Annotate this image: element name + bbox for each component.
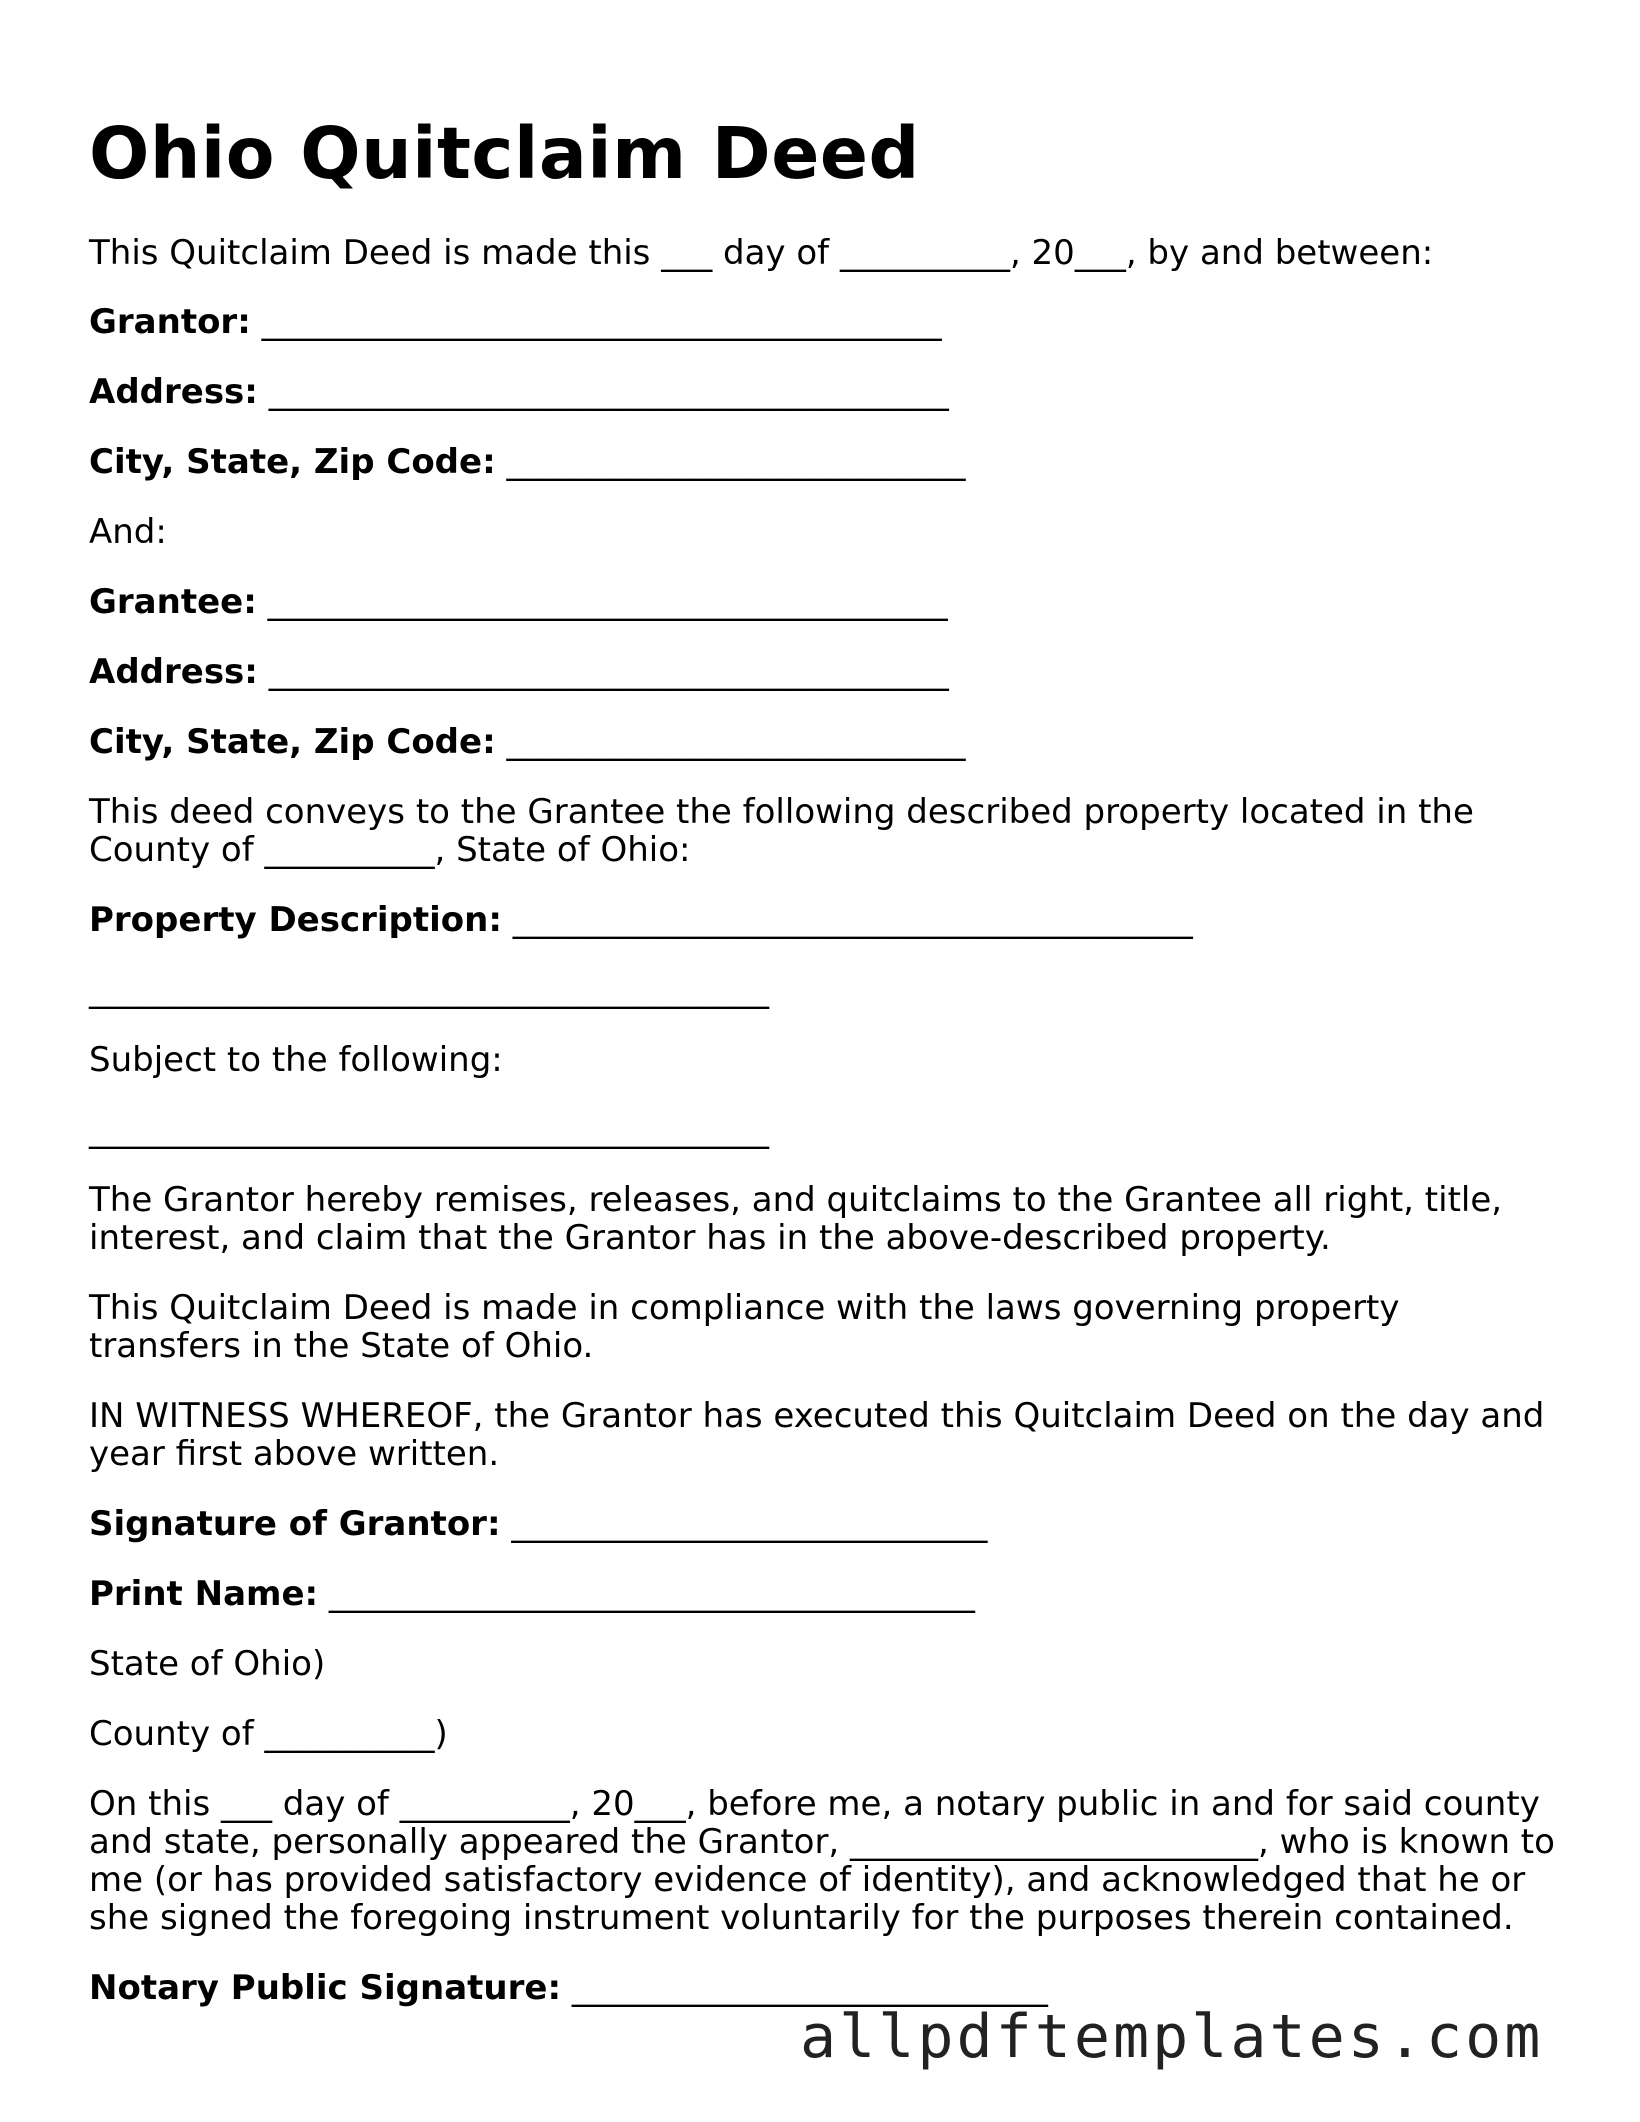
witness-paragraph: IN WITNESS WHEREOF, the Grantor has executed this Quitclaim Deed on the day and year first above written. bbox=[89, 1396, 1545, 1474]
grantor-name-label: Grantor: bbox=[89, 302, 251, 342]
grantor-name-field bbox=[89, 303, 942, 341]
grantee-city-blank: ___________________________ bbox=[495, 722, 966, 762]
notary-signature-label: Notary Public Signature: bbox=[89, 1968, 562, 2008]
grantee-address-blank: ________________________________________ bbox=[257, 652, 949, 692]
grantor-signature-label: Signature of Grantor: bbox=[89, 1504, 501, 1544]
print-name-blank: ______________________________________ bbox=[318, 1574, 975, 1614]
intro-line: This Quitclaim Deed is made this ___ day of __________, 20___, by and between: bbox=[89, 233, 1434, 273]
print-name-label: Print Name: bbox=[89, 1574, 319, 1614]
subject-label: Subject to the following: bbox=[89, 1040, 503, 1080]
compliance-paragraph: This Quitclaim Deed is made in compliance with the laws governing property transfers in the State of Ohio. bbox=[89, 1288, 1400, 1366]
grantee-address-label: Address: bbox=[89, 652, 258, 692]
property-description-label: Property Description: bbox=[89, 900, 502, 940]
grantee-city-label: City, State, Zip Code: bbox=[89, 722, 496, 762]
remises-paragraph: The Grantor hereby remises, releases, and quitclaims to the Grantee all right, title, interest, and claim that the Grantor has in the above-described property. bbox=[89, 1180, 1503, 1258]
grantor-city-label: City, State, Zip Code: bbox=[89, 442, 496, 482]
grantor-address-label: Address: bbox=[89, 372, 258, 412]
state-line: State of Ohio) bbox=[89, 1644, 326, 1684]
grantee-name-label: Grantee: bbox=[89, 582, 257, 622]
property-description-blank: ________________________________________ bbox=[501, 900, 1193, 940]
watermark-text: allpdftemplates.com bbox=[800, 2002, 1544, 2072]
grantor-address-blank: ________________________________________ bbox=[257, 372, 949, 412]
notary-signature-blank: ____________________________ bbox=[561, 1968, 1048, 2008]
grantee-name-blank: ________________________________________ bbox=[256, 582, 948, 622]
print-name-field bbox=[89, 1575, 975, 1613]
and-label: And: bbox=[89, 512, 167, 552]
notary-acknowledgment-paragraph: On this ___ day of __________, 20___, before me, a notary public in and for said county and state, personally appeared the Grantor, ________________________, who is known to me (or has provided satisfactory evidence of identity), and acknowledged that he or she signed the foregoing instrument voluntarily for the purposes therein contained. bbox=[89, 1784, 1555, 1938]
grantor-city-blank: ___________________________ bbox=[495, 442, 966, 482]
grantee-city-field bbox=[89, 723, 965, 761]
grantor-address-field bbox=[89, 373, 949, 411]
document-title: Ohio Quitclaim Deed bbox=[89, 112, 920, 195]
grantor-city-field bbox=[89, 443, 965, 481]
conveys-paragraph: This deed conveys to the Grantee the following described property located in the County of __________, State of Ohio: bbox=[89, 792, 1474, 870]
property-description-field bbox=[89, 901, 1193, 939]
subject-blank: ________________________________________ bbox=[89, 1110, 769, 1150]
property-description-extra-blank: ________________________________________ bbox=[89, 970, 769, 1010]
grantee-address-field bbox=[89, 653, 949, 691]
grantor-name-blank: ________________________________________ bbox=[250, 302, 942, 342]
grantor-signature-blank: ____________________________ bbox=[500, 1504, 988, 1544]
county-line: County of __________) bbox=[89, 1714, 448, 1754]
grantor-signature-field bbox=[89, 1505, 987, 1543]
grantee-name-field bbox=[89, 583, 948, 621]
